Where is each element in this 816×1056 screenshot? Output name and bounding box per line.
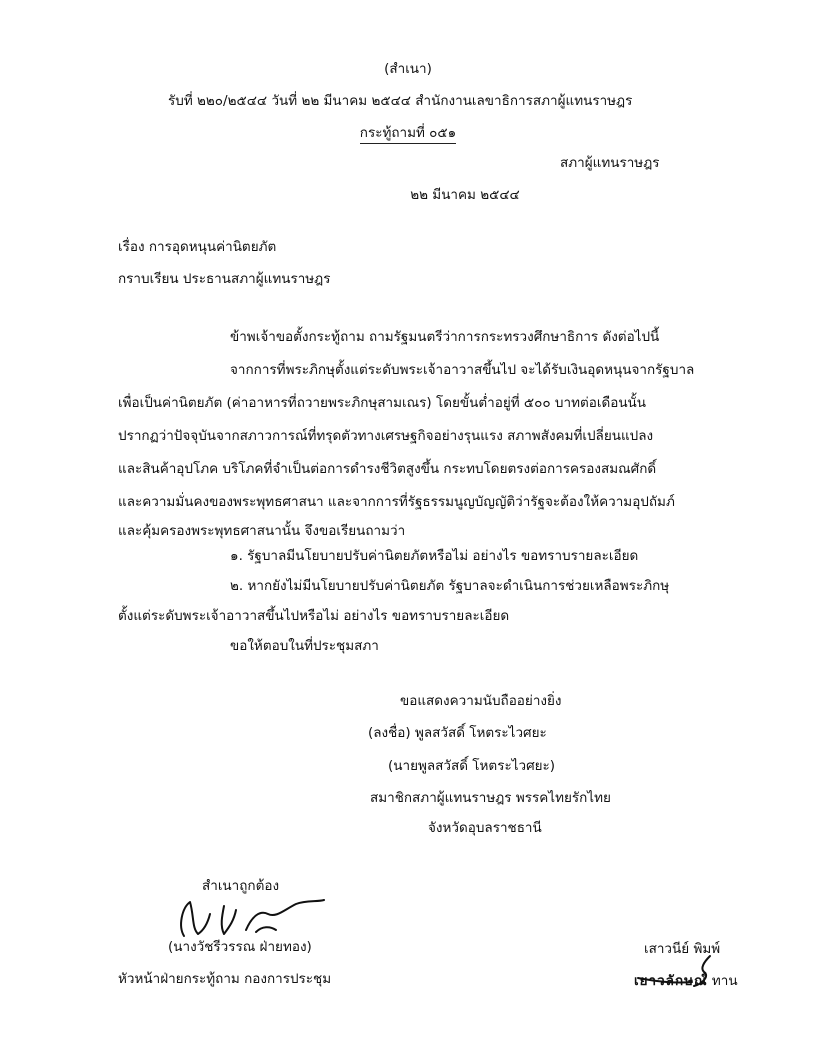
- body-paragraph-line: และความมั่นคงของพระพุทธศาสนา และจากการที่รัฐธรรมนูญบัญญัติว่ารัฐจะต้องให้ความอุปถัมภ์: [118, 494, 675, 510]
- body-paragraph-line: และคุ้มครองพระพุทธศาสนานั้น จึงขอเรียนถามว่า: [118, 523, 406, 539]
- body-paragraph-line: เพื่อเป็นค่านิตยภัต (ค่าอาหารที่ถวายพระภิกษุสามเณร) โดยขั้นต่ำอยู่ที่ ๕๐๐ บาทต่อเดือนนั้น: [118, 395, 647, 411]
- body-intro: ข้าพเจ้าขอตั้งกระทู้ถาม ถามรัฐมนตรีว่าการกระทรวงศึกษาธิการ ดังต่อไปนี้: [230, 329, 660, 345]
- certifier-name: (นางวัชรีวรรณ ฝ่ายทอง): [168, 939, 312, 955]
- question-2-line-1: ๒. หากยังไม่มีนโยบายปรับค่านิตยภัต รัฐบาลจะดำเนินการช่วยเหลือพระภิกษุ: [230, 578, 670, 594]
- signed-line: (ลงชื่อ) พูลสวัสดิ์ โหตระไวศยะ: [368, 725, 547, 741]
- signer-position: สมาชิกสภาผู้แทนราษฎร พรรคไทยรักไทย: [370, 790, 611, 806]
- question-2-line-2: ตั้งแต่ระดับพระเจ้าอาวาสขึ้นไปหรือไม่ อย่างไร ขอทราบรายละเอียด: [118, 608, 510, 624]
- issuer: สภาผู้แทนราษฎร: [560, 155, 660, 171]
- closing-regards: ขอแสดงความนับถืออย่างยิ่ง: [400, 693, 562, 709]
- receipt-line: รับที่ ๒๒๐/๒๕๔๔ วันที่ ๒๒ มีนาคม ๒๕๔๔ สำนักงานเลขาธิการสภาผู้แทนราษฎร: [168, 93, 633, 109]
- signer-full-name: (นายพูลสวัสดิ์ โหตระไวศยะ): [388, 758, 556, 774]
- certified-copy-label: สำเนาถูกต้อง: [202, 878, 280, 894]
- certifier-title: หัวหน้าฝ่ายกระทู้ถาม กองการประชุม: [118, 971, 332, 987]
- typist-checked-by-visible: เยาวลักษณ์ ทาน: [634, 973, 738, 989]
- body-paragraph-line: จากการที่พระภิกษุตั้งแต่ระดับพระเจ้าอาวาสขึ้นไป จะได้รับเงินอุดหนุนจากรัฐบาล: [230, 362, 695, 378]
- question-number: กระทู้ถามที่ ๐๕๑: [360, 125, 456, 144]
- answer-request: ขอให้ตอบในที่ประชุมสภา: [230, 638, 379, 654]
- document-date: ๒๒ มีนาคม ๒๕๔๔: [410, 187, 520, 203]
- typist-typed-by: เสาวนีย์ พิมพ์: [644, 941, 721, 957]
- question-1: ๑. รัฐบาลมีนโยบายปรับค่านิตยภัตหรือไม่ อย่างไร ขอทราบรายละเอียด: [230, 548, 639, 564]
- body-paragraph-line: และสินค้าอุปโภค บริโภคที่จำเป็นต่อการดำรงชีวิตสูงขึ้น กระทบโดยตรงต่อการครองสมณศักดิ์: [118, 461, 657, 477]
- subject: เรื่อง การอุดหนุนค่านิตยภัต: [118, 239, 277, 255]
- body-paragraph-line: ปรากฏว่าปัจจุบันจากสภาวการณ์ที่ทรุดตัวทางเศรษฐกิจอย่างรุนแรง สภาพสังคมที่เปลี่ยนแปลง: [118, 428, 654, 444]
- copy-mark: (สำเนา): [384, 61, 432, 77]
- signer-province: จังหวัดอุบลราชธานี: [428, 820, 542, 836]
- question-number-wrap: [0, 124, 816, 142]
- certifier-signature: [172, 896, 332, 944]
- addressee: กราบเรียน ประธานสภาผู้แทนราษฎร: [118, 271, 331, 287]
